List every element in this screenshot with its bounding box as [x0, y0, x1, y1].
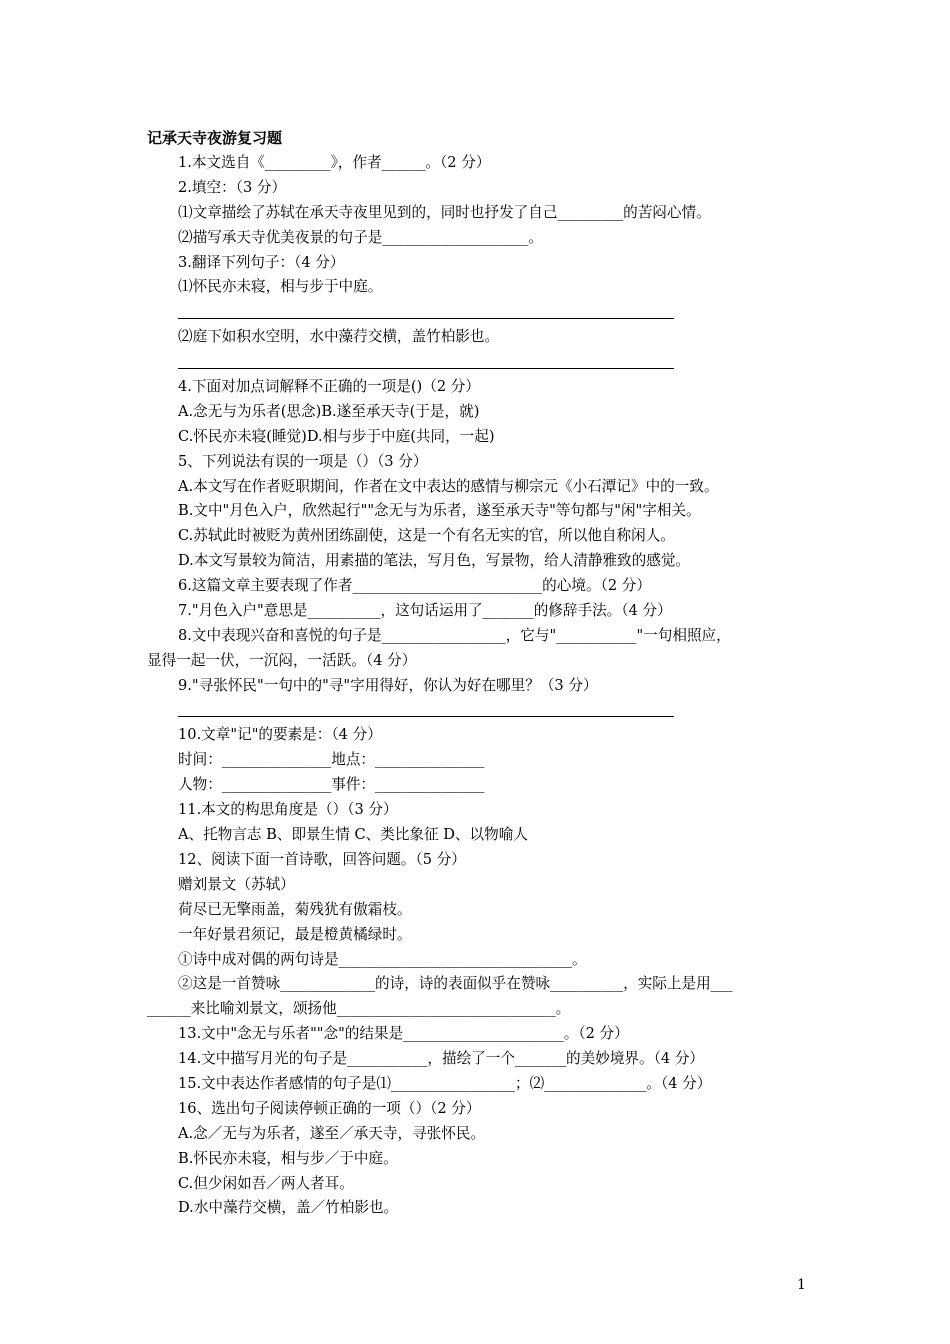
answer-line[interactable]	[147, 350, 815, 375]
question-4-options-cd: C.怀民亦未寝(睡觉)D.相与步于中庭(共同，一起)	[178, 427, 495, 445]
poem-line-1: 荷尽已无擎雨盖，菊残犹有傲霜枝。	[178, 900, 412, 918]
question-12-part-1: ①诗中成对偶的两句诗是________________________________。	[178, 950, 587, 968]
question-11: 11.本文的构思角度是（）（3 分）	[178, 801, 398, 819]
question-9: 9."寻张怀民"一句中的"寻"字用得好，你认为好在哪里？（3 分）	[178, 676, 598, 694]
question-8: 8.文中表现兴奋和喜悦的句子是_________________，它与"___________"一句相照应，	[178, 626, 731, 644]
question-8-continued: 显得一起一伏，一沉闷，一活跃。（4 分）	[147, 651, 417, 669]
question-13: 13.文中"念无与乐者""念"的结果是______________________。（2 分）	[178, 1025, 629, 1043]
poem-line-2: 一年好景君须记，最是橙黄橘绿时。	[178, 925, 412, 943]
question-10-people-event: 人物：_______________事件：_______________	[178, 776, 485, 794]
question-5-option-a: A.本文写在作者贬职期间，作者在文中表达的感情与柳宗元《小石潭记》中的一致。	[178, 477, 719, 495]
question-16: 16、选出句子阅读停顿正确的一项（）（2 分）	[178, 1099, 481, 1117]
question-5-option-c: C.苏轼此时被贬为黄州团练副使，这是一个有名无实的官，所以他自称闲人。	[178, 527, 675, 545]
question-5-option-b: B.文中"月色入户，欣然起行""念无与为乐者，遂至承天寺"等句都与"闲"字相关。	[178, 502, 701, 520]
poem-title: 赠刘景文（苏轼）	[178, 875, 295, 893]
page-number: 1	[797, 1277, 806, 1293]
question-2-part-2: ⑵描写承天寺优美夜景的句子是____________________。	[178, 228, 543, 246]
question-16-option-b: B.怀民亦未寝，相与步／于中庭。	[178, 1149, 398, 1167]
question-12-part-2: ②这是一首赞咏_____________的诗，诗的表面似乎在赞咏__________，实际上是用___	[178, 975, 733, 993]
question-7: 7."月色入户"意思是__________，这句话运用了_______的修辞手法。（4 分）	[178, 602, 672, 620]
question-10: 10.文章"记"的要素是：（4 分）	[178, 726, 382, 744]
question-10-time-place: 时间：_______________地点：_______________	[178, 751, 485, 769]
question-6: 6.这篇文章主要表现了作者__________________________的心境。（2 分）	[178, 577, 651, 595]
question-3: 3.翻译下列句子：（4 分）	[178, 253, 345, 271]
question-12: 12、阅读下面一首诗歌，回答问题。（5 分）	[178, 850, 466, 868]
question-16-option-c: C.但少闲如吾／两人者耳。	[178, 1174, 354, 1192]
question-2: 2.填空：（3 分）	[178, 178, 287, 196]
question-5-option-d: D.本文写景较为简洁，用素描的笔法，写月色，写景物，给人清静雅致的感觉。	[178, 552, 691, 570]
question-2-part-1: ⑴文章描绘了苏轼在承天寺夜里见到的，同时也抒发了自己_________的苦闷心情。	[178, 203, 711, 221]
question-16-option-d: D.水中藻荇交横，盖／竹柏影也。	[178, 1199, 399, 1217]
question-3-part-2: ⑵庭下如积水空明，水中藻荇交横，盖竹柏影也。	[178, 328, 500, 346]
question-14: 14.文中描写月光的句子是___________，描绘了一个_______的美妙境界。（4 分）	[178, 1050, 705, 1068]
question-list	[147, 151, 815, 1221]
answer-line[interactable]	[147, 300, 815, 325]
question-11-options: A、托物言志 B、即景生情 C、类比象征 D、以物喻人	[178, 826, 528, 844]
question-4-options-ab: A.念无与为乐者(思念)B.遂至承天寺(于是，就)	[178, 402, 480, 420]
question-16-option-a: A.念／无与为乐者，遂至／承天寺，寻张怀民。	[178, 1124, 486, 1142]
question-5: 5、下列说法有误的一项是（）（3 分）	[178, 452, 428, 470]
answer-line[interactable]	[147, 699, 815, 724]
question-12-part-2-continued: ______来比喻刘景文，颂扬他______________________________。	[147, 1000, 571, 1018]
question-3-part-1: ⑴怀民亦未寝，相与步于中庭。	[178, 278, 383, 296]
question-15: 15.文中表达作者感情的句子是⑴_________________；⑵______________。（4 分）	[178, 1074, 712, 1092]
question-1: 1.本文选自《_________》，作者______。（2 分）	[178, 154, 491, 171]
question-4: 4.下面对加点词解释不正确的一项是()（2 分）	[178, 378, 480, 396]
document-title: 记承天寺夜游复习题	[147, 129, 283, 147]
